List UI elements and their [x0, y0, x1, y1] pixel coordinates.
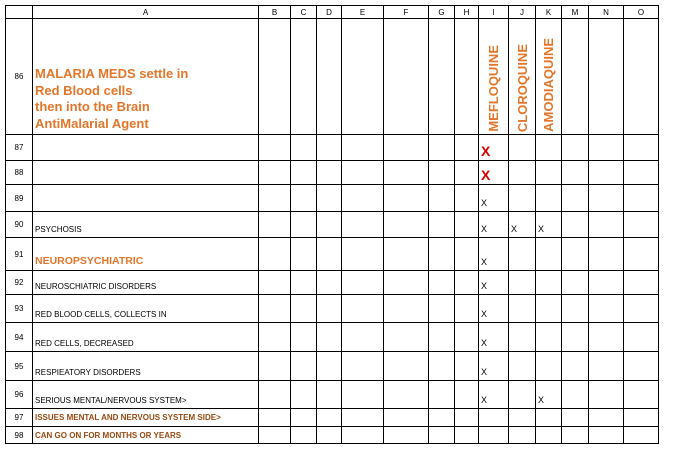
symptom-label-98[interactable]: CAN GO ON FOR MONTHS OR YEARS [35, 430, 182, 440]
symptom-label-96[interactable]: SERIOUS MENTAL/NERVOUS SYSTEM> [35, 396, 187, 405]
column-header-j[interactable]: J [520, 7, 524, 17]
grid-col-line [383, 5, 384, 444]
x-mark[interactable]: X [481, 338, 488, 348]
symptom-label-89[interactable] [33, 185, 258, 211]
symptom-label-97[interactable]: ISSUES MENTAL AND NERVOUS SYSTEM SIDE> [35, 413, 221, 422]
row-header-86[interactable]: 86 [14, 72, 24, 81]
header-title-text [35, 66, 188, 132]
grid-col-line [258, 5, 259, 444]
x-mark[interactable]: X [481, 167, 491, 183]
symptom-label-87[interactable] [33, 135, 258, 160]
grid-col-line [658, 5, 659, 444]
row-header-96[interactable]: 96 [14, 390, 24, 399]
symptom-label-88[interactable] [33, 161, 258, 184]
x-mark[interactable]: X [511, 224, 518, 234]
drug-header-amodiaquine[interactable] [536, 19, 561, 134]
x-mark[interactable]: X [481, 395, 488, 405]
row-header-87[interactable]: 87 [14, 143, 24, 152]
grid-col-line [623, 5, 624, 444]
header-title-line: Red Blood cells [35, 82, 133, 98]
grid-col-line [341, 5, 342, 444]
grid-col-line [290, 5, 291, 444]
column-header-a[interactable]: A [142, 7, 149, 17]
drug-name-label: MEFLOQUINE [486, 45, 501, 132]
x-mark[interactable]: X [481, 281, 488, 291]
row-header-88[interactable]: 88 [14, 168, 24, 177]
symptom-label-94[interactable]: RED CELLS, DECREASED [35, 339, 134, 348]
column-header-d[interactable]: D [326, 7, 332, 17]
row-header-92[interactable]: 92 [14, 278, 24, 287]
column-header-h[interactable]: H [463, 7, 470, 17]
grid-col-line [588, 5, 589, 444]
header-title-cell[interactable] [33, 19, 258, 134]
column-header-g[interactable]: G [438, 7, 445, 17]
grid-col-line [454, 5, 455, 444]
row-header-90[interactable]: 90 [14, 220, 24, 229]
row-header-94[interactable]: 94 [14, 332, 24, 342]
drug-name-label: AMODIAQUINE [541, 38, 556, 132]
row-header-93[interactable]: 93 [14, 304, 24, 313]
column-header-i[interactable]: I [492, 7, 495, 17]
symptom-label-95[interactable]: RESPIEATORY DISORDERS [35, 368, 141, 377]
grid-col-line [561, 5, 562, 444]
symptom-label-91[interactable]: NEUROPSYCHIATRIC [35, 255, 144, 267]
symptom-label-90[interactable]: PSYCHOSIS [35, 225, 82, 234]
header-title-line: MALARIA MEDS settle in [35, 66, 189, 81]
column-header-k[interactable]: K [545, 7, 552, 17]
column-header-f[interactable]: F [403, 7, 409, 17]
x-mark[interactable]: X [538, 224, 545, 234]
x-mark[interactable]: X [481, 257, 488, 267]
column-header-o[interactable]: O [637, 7, 645, 17]
header-title-line: AntiMalarial Agent [35, 115, 149, 131]
row-header-95[interactable]: 95 [14, 361, 24, 371]
x-mark[interactable]: X [481, 367, 488, 377]
column-header-b[interactable]: B [271, 7, 278, 17]
column-header-n[interactable]: N [603, 7, 609, 17]
column-header-c[interactable]: C [300, 7, 307, 17]
drug-header-mefloquine[interactable] [479, 19, 508, 134]
drug-header-cloroquine[interactable] [509, 19, 535, 134]
row-header-97[interactable]: 97 [14, 413, 24, 422]
symptom-label-92[interactable]: NEUROSCHIATRIC DISORDERS [35, 282, 157, 291]
row-header-98[interactable]: 98 [14, 430, 24, 440]
grid-col-line [316, 5, 317, 444]
x-mark[interactable]: X [481, 143, 491, 159]
row-header-91[interactable]: 91 [14, 249, 24, 259]
spreadsheet-grid [5, 5, 659, 444]
grid-col-line [428, 5, 429, 444]
x-mark[interactable]: X [481, 309, 488, 319]
x-mark[interactable]: X [481, 198, 488, 208]
header-title-line: then into the Brain [35, 99, 150, 114]
column-header-e[interactable]: E [359, 7, 366, 17]
column-header-m[interactable]: M [571, 7, 579, 17]
row-header-89[interactable]: 89 [14, 193, 24, 203]
x-mark[interactable]: X [538, 395, 545, 405]
drug-name-label: CLOROQUINE [514, 43, 530, 132]
symptom-label-93[interactable]: RED BLOOD CELLS, COLLECTS IN [35, 310, 167, 319]
x-mark[interactable]: X [481, 224, 488, 234]
